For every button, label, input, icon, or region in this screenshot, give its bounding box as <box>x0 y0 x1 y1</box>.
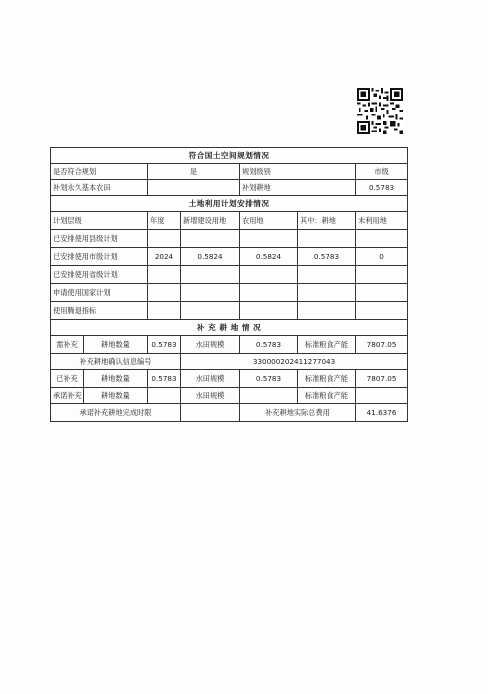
cell-label: 补充耕地实际总费用 <box>240 404 356 422</box>
cell-value <box>181 284 240 302</box>
qr-code-icon <box>357 88 403 134</box>
cell-value: 0.5783 <box>148 336 181 354</box>
cell-label: 是否符合规划 <box>51 164 148 180</box>
cell-value <box>240 230 298 248</box>
cell-value: 0.5783 <box>240 370 298 388</box>
cell-value: 0.5824 <box>240 248 298 266</box>
column-header: 未利用地 <box>356 212 408 230</box>
table-row <box>51 284 408 302</box>
column-header: 其中：耕地 <box>298 212 356 230</box>
cell-value <box>148 284 181 302</box>
section-title-planning: 符合国土空间规划情况 <box>51 148 408 164</box>
cell-value: 是 <box>148 164 240 180</box>
cell-value <box>298 302 356 320</box>
cell-value <box>181 266 240 284</box>
table-row <box>51 230 408 248</box>
cell-value: 7807.05 <box>356 336 408 354</box>
table-row <box>51 266 408 284</box>
cell-label: 标准粮食产能 <box>298 370 356 388</box>
cell-value: 0.5783 <box>356 180 408 196</box>
cell-value: 市级 <box>356 164 408 180</box>
cell-label: 水田规模 <box>181 388 240 404</box>
cell-value <box>356 302 408 320</box>
cell-value <box>148 302 181 320</box>
cell-value <box>240 388 298 404</box>
column-header: 计划层级 <box>51 212 148 230</box>
cell-label: 耕地数量 <box>84 370 148 388</box>
cell-value <box>148 180 240 196</box>
cell-label: 水田规模 <box>181 336 240 354</box>
cell-label: 需补充 <box>51 336 84 354</box>
cell-label: 已安排使用县级计划 <box>51 230 148 248</box>
cell-value <box>240 302 298 320</box>
cell-label: 补充耕地确认信息编号 <box>51 354 181 370</box>
table-row <box>51 302 408 320</box>
cell-label: 承诺补充 <box>51 388 84 404</box>
table-row <box>51 388 408 404</box>
cell-label: 申请使用国家计划 <box>51 284 148 302</box>
cell-value: 41.6376 <box>356 404 408 422</box>
land-use-form <box>50 147 407 422</box>
cell-value <box>356 388 408 404</box>
cell-value <box>356 266 408 284</box>
table-header-row <box>51 212 408 230</box>
cell-value <box>181 404 240 422</box>
cell-value <box>148 388 181 404</box>
form-table <box>50 147 408 422</box>
cell-label: 耕地数量 <box>84 336 148 354</box>
column-header: 年度 <box>148 212 181 230</box>
cell-value: 2024 <box>148 248 181 266</box>
column-header: 新增建设用地 <box>181 212 240 230</box>
table-row <box>51 370 408 388</box>
cell-label: 已安排使用市级计划 <box>51 248 148 266</box>
cell-value: 330000202411277043 <box>181 354 408 370</box>
cell-value <box>356 230 408 248</box>
cell-value <box>298 266 356 284</box>
cell-value: 0.5824 <box>181 248 240 266</box>
column-header: 农用地 <box>240 212 298 230</box>
table-row <box>51 248 408 266</box>
cell-label: 使用腾退指标 <box>51 302 148 320</box>
table-row <box>51 354 408 370</box>
cell-value: 0 <box>356 248 408 266</box>
cell-label: 标准粮食产能 <box>298 336 356 354</box>
cell-label: 补划耕地 <box>240 180 356 196</box>
cell-value <box>298 230 356 248</box>
table-row <box>51 180 408 196</box>
table-row <box>51 336 408 354</box>
table-row <box>51 164 408 180</box>
cell-value <box>298 284 356 302</box>
cell-label: 承诺补充耕地完成时限 <box>51 404 181 422</box>
cell-value <box>240 284 298 302</box>
cell-value <box>240 266 298 284</box>
cell-value <box>181 230 240 248</box>
cell-value <box>148 266 181 284</box>
cell-label: 水田规模 <box>181 370 240 388</box>
cell-value: 7807.05 <box>356 370 408 388</box>
section-title-land-plan: 土地利用计划安排情况 <box>51 196 408 212</box>
section-title-supplement: 补 充 耕 地 情 况 <box>51 320 408 336</box>
cell-value <box>181 302 240 320</box>
cell-value <box>148 230 181 248</box>
cell-label: 已安排使用省级计划 <box>51 266 148 284</box>
table-row <box>51 404 408 422</box>
cell-label: 已补充 <box>51 370 84 388</box>
cell-value <box>356 284 408 302</box>
cell-label: 耕地数量 <box>84 388 148 404</box>
cell-label: 标准粮食产能 <box>298 388 356 404</box>
cell-label: 补划永久基本农田 <box>51 180 148 196</box>
cell-value: 0.5783 <box>240 336 298 354</box>
cell-value: 0.5783 <box>298 248 356 266</box>
cell-value: 0.5783 <box>148 370 181 388</box>
cell-label: 规划级别 <box>240 164 356 180</box>
